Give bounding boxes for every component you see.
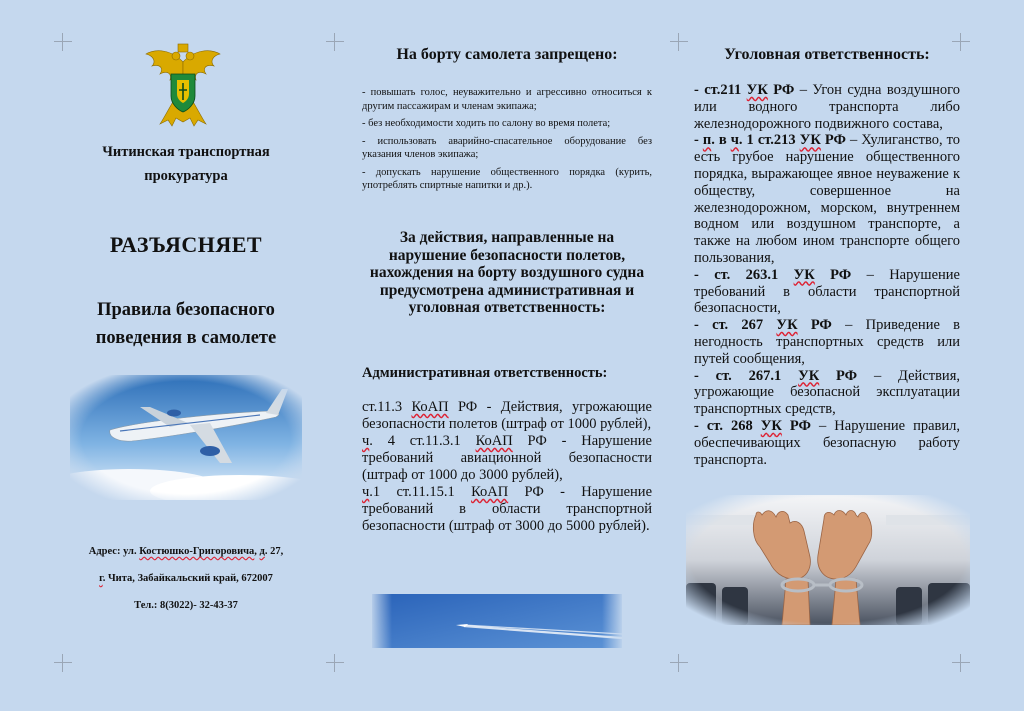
prosecutor-emblem-icon <box>138 40 228 130</box>
subheading-line-2: поведения в самолете <box>95 328 277 348</box>
article-country: РФ <box>820 132 846 149</box>
org-line-1: Читинская транспортная <box>102 144 270 160</box>
administrative-item <box>362 399 652 433</box>
part-abbr: ч <box>730 132 739 149</box>
article-ref: - ст. 267.1 <box>694 367 799 384</box>
article-country: РФ <box>819 367 858 384</box>
article-text: РФ - Нарушение требований авиационной безопасности (штраф от 1000 до 3000 рублей), <box>362 433 652 483</box>
responsibility-statement: За действия, направленные на нарушение безопасности полетов, нахождения на борту воздушного судна предусмотрена административная и уголовная ответственность: <box>369 229 645 317</box>
forbidden-item: - без необходимости ходить по салону во время полета; <box>362 118 611 129</box>
org-line-2: прокуратура <box>144 168 228 184</box>
address-line-2 <box>60 573 312 584</box>
administrative-title: Административная ответственность: <box>362 365 608 381</box>
criminal-list <box>694 82 960 468</box>
article-text: – Нарушение правил, обеспечивающих безопасную работу транспорта. <box>694 417 961 468</box>
article-text: – Угон судна воздушного или водного транспорта либо железнодорожного подвижного состава, <box>694 82 960 132</box>
code-abbr: УК <box>746 82 768 98</box>
article-ref: . 4 ст.11.3.1 <box>369 433 476 449</box>
part-abbr: ч <box>362 433 370 449</box>
forbidden-list <box>362 86 652 197</box>
code-abbr: УК <box>798 367 820 384</box>
criminal-item <box>694 82 960 132</box>
criminal-item <box>694 267 960 317</box>
article-text: – Хулиганство, то есть грубое нарушение общественного порядка, выражающее явное неуважение к обществу, совершенное на железнодорожном, морском, внутреннем водном или воздушном транспорте, а также на любом ином транспорте общего пользования, <box>694 132 960 266</box>
address-house-abbr: д <box>259 546 265 557</box>
article-text: РФ - Действия, угрожающие безопасности полетов (штраф от 1000 рублей), <box>362 399 652 432</box>
address-house-number: . 27, <box>264 546 284 557</box>
code-abbr: УК <box>776 317 798 334</box>
contrail-photo <box>372 594 622 648</box>
criminal-item <box>694 368 960 418</box>
criminal-item <box>694 418 960 468</box>
forbidden-item: - использовать аварийно-спасательное оборудование без указания членов экипажа; <box>362 135 652 160</box>
article-dash: - <box>694 132 703 149</box>
criminal-item <box>694 132 960 266</box>
forbidden-title: На борту самолета запрещено: <box>396 46 618 63</box>
crop-mark <box>54 33 72 51</box>
article-country: РФ <box>814 266 852 283</box>
article-ref: - ст. 263.1 <box>694 266 794 283</box>
main-heading: РАЗЪЯСНЯЕТ <box>109 232 263 257</box>
address-prefix: Адрес: ул. <box>88 546 140 557</box>
article-ref: ст.11.3 <box>362 399 412 415</box>
code-abbr: КоАП <box>471 484 509 500</box>
forbidden-item: - допускать нарушение общественного порядка (курить, употреблять спиртные напитки и др.). <box>362 166 652 191</box>
code-abbr: КоАП <box>475 433 513 449</box>
administrative-item <box>362 484 652 535</box>
article-text: – Нарушение требований в области транспортной безопасности, <box>694 266 960 317</box>
crop-mark <box>952 654 970 672</box>
clause-abbr: п <box>702 132 712 149</box>
forbidden-item: - повышать голос, неуважительно и агрессивно относиться к другим пассажирам и членам экипажа; <box>362 87 652 112</box>
clause-letter: . в <box>711 132 731 149</box>
criminal-title: Уголовная ответственность: <box>724 46 930 63</box>
article-ref: - ст. 268 <box>694 417 761 434</box>
criminal-item <box>694 317 960 367</box>
code-abbr: УК <box>760 417 782 434</box>
organization-name <box>70 140 302 188</box>
address-city-abbr: г <box>99 573 103 584</box>
crop-mark <box>326 33 344 51</box>
subheading <box>60 296 312 352</box>
article-text: – Приведение в негодность транспортных средств или путей сообщения, <box>694 317 960 367</box>
article-ref: .1 ст.11.15.1 <box>369 484 472 500</box>
article-country: РФ <box>767 82 795 98</box>
handcuffed-hands-photo <box>686 495 970 625</box>
article-country: РФ <box>781 417 811 434</box>
phone-number: Тел.: 8(3022)- 32-43-37 <box>134 600 238 611</box>
article-text: РФ - Нарушение требований в области транспортной безопасности (штраф от 3000 до 5000 рублей). <box>362 484 653 534</box>
crop-mark <box>326 654 344 672</box>
airplane-photo <box>70 375 302 500</box>
article-ref: - ст.211 <box>694 82 747 98</box>
code-abbr: КоАП <box>411 399 449 415</box>
address-street: Костюшко-Григоровича <box>139 546 255 557</box>
crop-mark <box>670 654 688 672</box>
article-text: – Действия, угрожающие безопасной эксплуатации транспортных средств, <box>694 367 960 418</box>
code-abbr: УК <box>793 266 815 283</box>
article-country: РФ <box>797 317 832 334</box>
article-ref: . 1 ст.213 <box>738 132 800 149</box>
article-ref: - ст. 267 <box>694 317 777 334</box>
part-abbr: ч <box>362 484 370 500</box>
subheading-line-1: Правила безопасного <box>97 300 275 320</box>
address-comma: , <box>254 546 260 557</box>
address-line-1 <box>60 546 312 557</box>
crop-mark <box>54 654 72 672</box>
administrative-item <box>362 433 652 484</box>
crop-mark <box>670 33 688 51</box>
address-city: . Чита, Забайкальский край, 672007 <box>102 573 273 584</box>
administrative-list <box>362 399 652 535</box>
code-abbr: УК <box>799 132 821 149</box>
